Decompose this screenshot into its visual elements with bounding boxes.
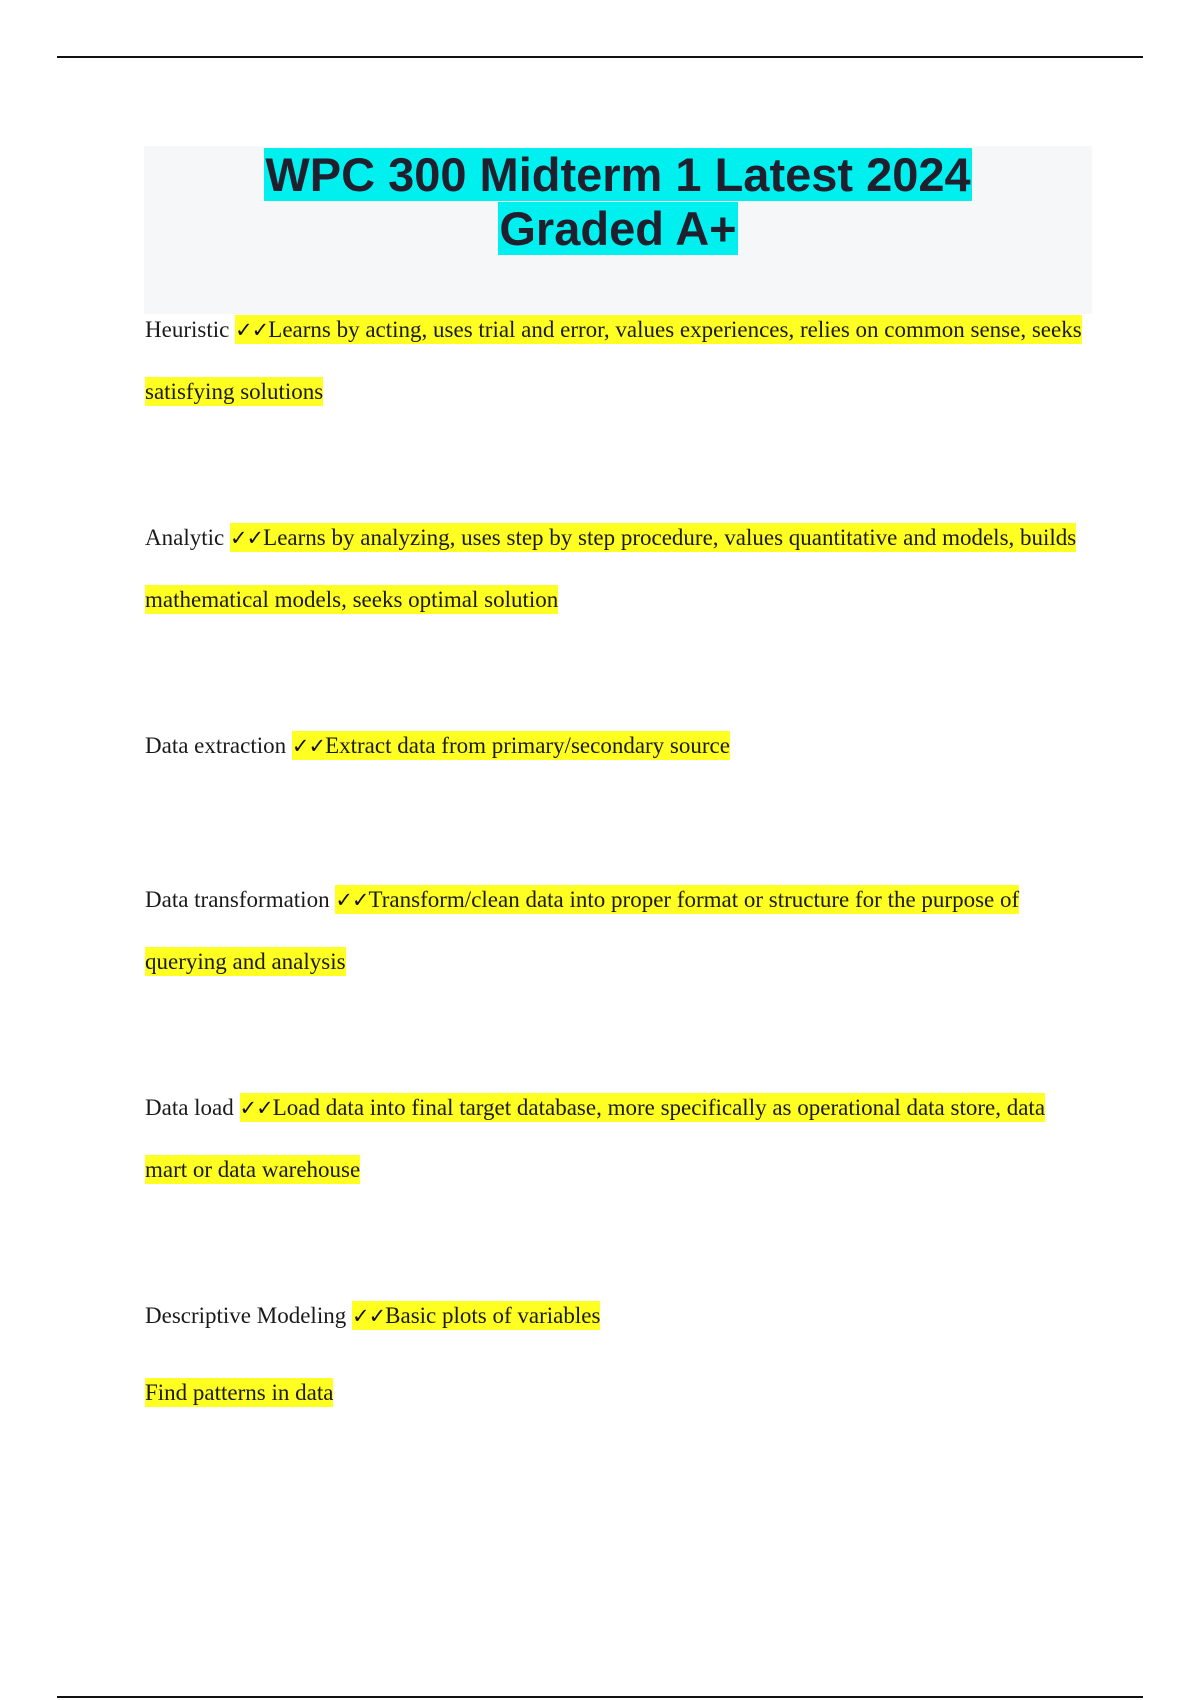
entry-descriptive-modeling-extra (145, 1362, 1085, 1423)
entry-heuristic (145, 299, 1085, 422)
double-check-icon: ✓✓ (235, 318, 269, 342)
entry-descriptive-modeling (145, 1285, 1085, 1347)
entry-data-load (145, 1077, 1085, 1200)
entry-extra-line: Find patterns in data (145, 1380, 334, 1405)
top-rule (57, 56, 1143, 58)
entry-analytic (145, 507, 1085, 630)
entry-definition: Learns by analyzing, uses step by step procedure, values quantitative and models, builds mathematical models, seeks optimal solution (145, 525, 1077, 612)
page-title-line-1 (144, 148, 1092, 202)
double-check-icon: ✓✓ (239, 1096, 273, 1120)
entry-definition: Transform/clean data into proper format or structure for the purpose of querying and analysis (145, 887, 1020, 974)
double-check-icon: ✓✓ (335, 888, 369, 912)
entry-definition: Load data into final target database, more specifically as operational data store, data mart or data warehouse (145, 1095, 1046, 1182)
entry-data-extraction (145, 715, 1085, 777)
title-text-1: WPC 300 Midterm 1 Latest 2024 (265, 148, 971, 201)
double-check-icon: ✓✓ (291, 734, 326, 758)
entry-data-transformation (145, 869, 1085, 992)
entry-term: Descriptive Modeling (145, 1303, 347, 1328)
bottom-rule (57, 1696, 1143, 1698)
entry-definition: Extract data from primary/secondary source (325, 733, 730, 758)
page-title-line-2 (144, 202, 1092, 256)
double-check-icon: ✓✓ (229, 526, 264, 550)
entry-term: Analytic (145, 525, 225, 550)
entry-term: Heuristic (145, 317, 230, 342)
entry-definition: Basic plots of variables (385, 1303, 601, 1328)
entry-term: Data extraction (145, 733, 287, 758)
entry-definition: Learns by acting, uses trial and error, values experiences, relies on common sense, seeks satisfying solutions (145, 317, 1082, 404)
entry-term: Data transformation (145, 887, 330, 912)
title-text-2: Graded A+ (499, 202, 737, 255)
entry-term: Data load (145, 1095, 234, 1120)
double-check-icon: ✓✓ (351, 1304, 386, 1328)
title-banner (144, 146, 1092, 314)
